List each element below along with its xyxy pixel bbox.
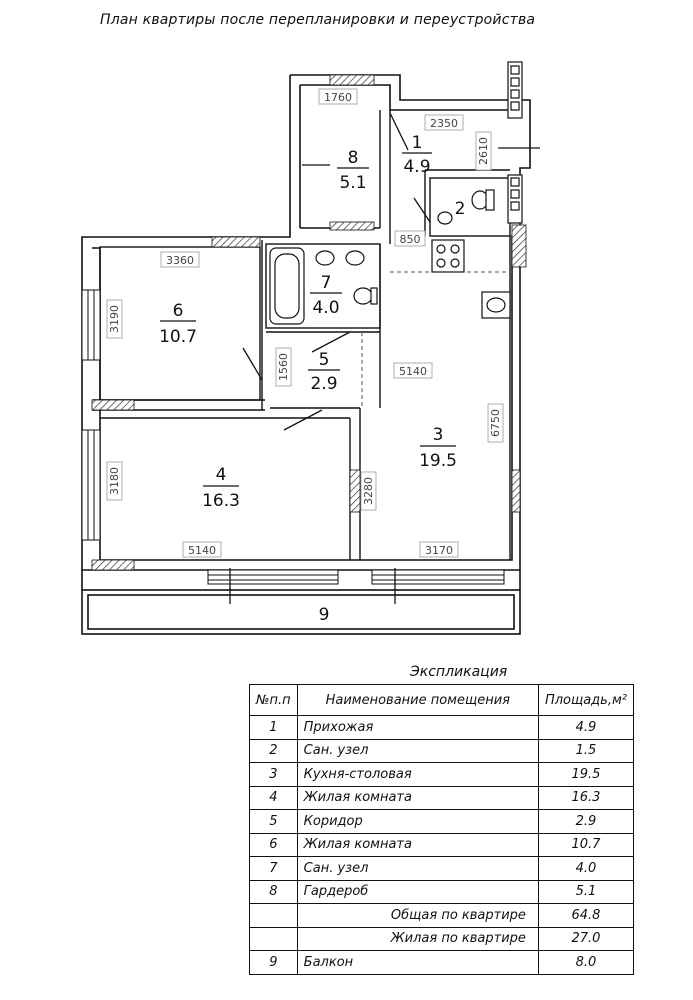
dim-1760 [319, 89, 357, 104]
table-header-row [250, 685, 634, 716]
svg-text:3180: 3180 [108, 467, 121, 495]
svg-text:6750: 6750 [489, 409, 502, 437]
svg-text:5.1: 5.1 [339, 173, 367, 193]
room-8-label [337, 148, 369, 193]
dim-3280 [361, 472, 376, 510]
table-row: 3 Кухня-столовая 19.5 [250, 763, 634, 787]
svg-text:3280: 3280 [362, 477, 375, 505]
dim-850 [395, 231, 425, 246]
svg-text:7: 7 [320, 273, 332, 293]
table-row: 1 Прихожая 4.9 [250, 716, 634, 740]
dim-1560 [276, 348, 291, 386]
svg-text:4: 4 [215, 465, 227, 485]
dim-2350 [425, 115, 463, 130]
svg-text:5: 5 [318, 350, 330, 370]
svg-text:1760: 1760 [324, 91, 352, 104]
svg-text:5140: 5140 [399, 365, 427, 378]
svg-text:8: 8 [347, 148, 359, 168]
hatched-walls [92, 75, 526, 570]
dim-3190 [107, 300, 122, 338]
svg-text:10.7: 10.7 [159, 327, 197, 347]
dim-6750 [488, 404, 503, 442]
svg-text:5140: 5140 [188, 544, 216, 557]
svg-text:850: 850 [399, 233, 421, 246]
svg-text:1560: 1560 [277, 353, 290, 381]
room-5-label [308, 350, 340, 394]
header-name: Наименование помещения [297, 685, 538, 716]
table-row: 4 Жилая комната 16.3 [250, 786, 634, 810]
svg-text:3: 3 [432, 425, 444, 445]
balcony-row: 9 Балкон 8.0 [250, 951, 634, 975]
dim-3170 [420, 542, 458, 557]
dim-5140-room4 [183, 542, 221, 557]
svg-text:1: 1 [411, 133, 423, 153]
plan-title: План квартиры после перепланировки и переустройства [100, 12, 536, 28]
room-7-label [310, 273, 342, 318]
room-1-label [402, 133, 432, 177]
svg-text:2: 2 [454, 199, 466, 219]
living-total-row: Жилая по квартире 27.0 [250, 927, 634, 951]
svg-text:4.0: 4.0 [312, 298, 340, 318]
dim-3180 [107, 462, 122, 500]
room-4-label [202, 465, 240, 511]
total-row: Общая по квартире 64.8 [250, 904, 634, 928]
svg-text:6: 6 [172, 301, 184, 321]
table-row: 7 Сан. узел 4.0 [250, 857, 634, 881]
svg-text:3190: 3190 [108, 305, 121, 333]
header-num: №п.п [250, 685, 298, 716]
svg-text:3170: 3170 [425, 544, 453, 557]
room-3-label [419, 425, 457, 471]
dim-2610 [476, 132, 491, 170]
room-9-label [319, 605, 330, 625]
room-2-label [455, 199, 466, 219]
svg-text:2350: 2350 [430, 117, 458, 130]
svg-text:16.3: 16.3 [202, 491, 240, 511]
explication-table [249, 684, 634, 975]
dim-3360 [161, 252, 199, 267]
inner-walls [92, 110, 510, 560]
header-area: Площадь,м² [538, 685, 633, 716]
svg-text:2610: 2610 [477, 137, 490, 165]
dimension-labels [107, 89, 503, 557]
explication-title: Экспликация [410, 664, 508, 680]
table-row: 8 Гардероб 5.1 [250, 880, 634, 904]
table-row: 2 Сан. узел 1.5 [250, 739, 634, 763]
dim-5140-kitchen [394, 363, 432, 378]
table-row: 5 Коридор 2.9 [250, 810, 634, 834]
room-6-label [159, 301, 197, 347]
ventilation-shafts [508, 62, 522, 223]
table-row: 6 Жилая комната 10.7 [250, 833, 634, 857]
outer-walls [82, 75, 530, 634]
svg-text:4.9: 4.9 [403, 157, 431, 177]
svg-text:2.9: 2.9 [310, 374, 338, 394]
svg-text:19.5: 19.5 [419, 451, 457, 471]
svg-text:9: 9 [318, 605, 330, 625]
svg-text:3360: 3360 [166, 254, 194, 267]
